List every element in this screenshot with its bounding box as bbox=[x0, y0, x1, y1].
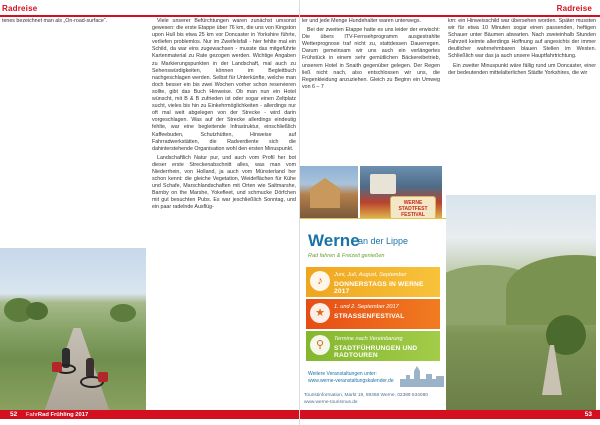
ad-event-dates: Termine nach Vereinbarung bbox=[334, 336, 403, 342]
ad-contact-address: Touristinformation, Markt 19, 59368 Werne, 02389 534080 bbox=[304, 393, 428, 398]
ad-more-events-label: Weitere Veranstaltungen unter: bbox=[308, 371, 377, 377]
ad-subtitle: an der Lippe bbox=[358, 236, 409, 246]
footer-bar bbox=[300, 410, 600, 419]
star-icon: ★ bbox=[310, 303, 330, 323]
bicycle-icon: ⚲ bbox=[310, 335, 330, 355]
paragraph: Viele unserer Befürchtungen waren zunächst umsonst gewesen: die erste Etappe über 76 km, die uns von Kingston upon Hull bis etwa 25 km vor Doncaster in Yorkshire führte, verliefen problemlos. Nur im Zweifelsfall - hier fehlte mal ein Schild, da war eins zugewachsen - musste das mitgeführte Kartenmaterial zu Rate gezogen werden. Wichtige Angaben zu Markierungspunkten in der Landschaft, mal auch zu Sehenswürdigkeiten, können im Begleitbuch nachgeschlagen werden. Selbst für Unterkünfte, welche man doch besser ein bis zwei Wochen vorher schon reservieren sollte, gibt das Buch Hinweise. Ob man nun ein Hotel wünscht, mit B & B zufrieden ist oder sogar einen Zeltplatz sucht, vieles bis hin zu Einkehrmöglichkeiten - allerdings nur oft mal weit abgelegen von der Strecke - wird darin vorgeschlagen. Was auf der Strecke allerdings eindeutig fehlte, war eine begleitende Infrastruktur, einschließlich Kaffeebuden, Schutzhütten, Hinweise auf Fahrradwerkstätten, die Radverdiente sich die dahinterstehende Organisation wohl den ersten Minuspunkt. bbox=[152, 18, 296, 152]
paragraph: tenes bezeichnet man als „On-road-surface“. bbox=[2, 18, 108, 24]
music-note-icon: ♪ bbox=[310, 271, 330, 291]
ad-event-title: STADTFÜHRUNGEN UND RADTOUREN bbox=[334, 345, 418, 359]
paragraph: Ein zweiter Minuspunkt wäre fällig rund um Doncaster, einer der bedeutenden mittelalterlichen Städte Yorkshires, die wir bbox=[448, 62, 596, 76]
page-number: 53 bbox=[584, 411, 592, 418]
paragraph: Bei der zweiten Etappe hatte es uns leider der erwischt: Die übers ITV-Fernsehprogramm ausgestrahlte Wetterprognose traf nicht zu, stattdessen Dauerregen. Darum gemeinsam wir uns auch ein verlängertes Frühstück in einem sehr gemütlichen Bäckereibetrieb, unserem Hotel in Snaith gegenüber gelegen. Der Regen ließ nicht nach, also entschlossen wir uns, die Regenkleidung anzuziehen. Gleich zu Beginn ein Umweg von 6 – 7 bbox=[302, 27, 440, 90]
paragraph: ler und jede Menge Hundehalter waren unterwegs. bbox=[302, 18, 421, 24]
tree-shape bbox=[110, 304, 136, 322]
stage-shape bbox=[370, 174, 396, 194]
right-page bbox=[300, 0, 600, 425]
cyclist-figure bbox=[86, 358, 94, 378]
section-tag: Radreise bbox=[2, 4, 38, 13]
right-text-column-1 bbox=[302, 18, 440, 166]
left-text-column-1 bbox=[2, 18, 144, 248]
ad-title: Werne bbox=[308, 231, 360, 250]
festival-badge: WERNE STADTFEST FESTIVAL bbox=[390, 196, 436, 220]
magazine-prefix: Fahr bbox=[26, 411, 38, 418]
ad-event-thursdays bbox=[306, 267, 440, 297]
cyclists-road-photo bbox=[0, 248, 146, 410]
ad-event-title: STRASSENFESTIVAL bbox=[334, 313, 405, 320]
countryside-photo bbox=[446, 195, 596, 410]
section-tag: Radreise bbox=[556, 4, 592, 13]
town-skyline-icon bbox=[400, 365, 444, 387]
top-rule bbox=[0, 15, 300, 17]
werne-townhall-photo bbox=[300, 166, 358, 218]
page-number: 52 bbox=[10, 411, 18, 418]
tree-shape bbox=[26, 302, 48, 320]
building-shape bbox=[310, 178, 340, 208]
ad-event-street-festival bbox=[306, 299, 440, 329]
ad-event-dates: Juni, Juli, August, September bbox=[334, 272, 407, 278]
pannier-bag bbox=[98, 372, 108, 382]
pannier-bag bbox=[52, 362, 62, 372]
hill-shape bbox=[506, 255, 596, 325]
ad-event-tours bbox=[306, 331, 440, 361]
ad-tourism-link[interactable]: www.werne-tourismus.de bbox=[304, 400, 358, 405]
top-rule bbox=[300, 15, 600, 17]
left-text-column-2 bbox=[152, 18, 296, 413]
paragraph: km: ein Hinweisschild war übersehen worden. Später mussten wir für etwa 10 Minuten sogar einen passenden, heftigen Schauer unter Bäumen abwarten. Nach zweieinhalb Stunden Fahrzeit keimte allerdings Hoffnung auf angesichts der immer deutlicher wahrnehmbaren blauen Stellen im Westen. Schließlich war das ja auch unsere Hauptfahrtrichtung. bbox=[448, 18, 596, 60]
paragraph: Landschaftlich Natur pur, und auch vom Profil her bot dieser erste Streckenabschnitt alles, was man vom Niederrhein, von Holland, ja auch vom Münsterland her schon kennt: die gleiche Vegetation, Weideflächen für Kühe und Schafe, Marschlandschaften mit Orten wie Saltmarshe, Barnby on the Marshe, Yokefleet, und schmucke Dörfchen mit gut besuchten Pubs. Es war jeschließlich Sonntag, und ein paar radelnde Ausflüg- bbox=[152, 154, 296, 211]
werne-advertisement bbox=[300, 218, 446, 410]
magazine-issue: Rad Frühling 2017 bbox=[37, 411, 89, 418]
magazine-name bbox=[26, 412, 88, 418]
ad-event-dates: 1. und 2. September 2017 bbox=[334, 304, 399, 310]
ad-event-title: DONNERSTAGS IN WERNE 2017 bbox=[334, 281, 424, 295]
ad-slogan: Rad fahren & Freizeit genießen bbox=[308, 253, 385, 259]
ad-events-link[interactable]: www.werne-veranstaltungskalender.de bbox=[308, 378, 394, 384]
